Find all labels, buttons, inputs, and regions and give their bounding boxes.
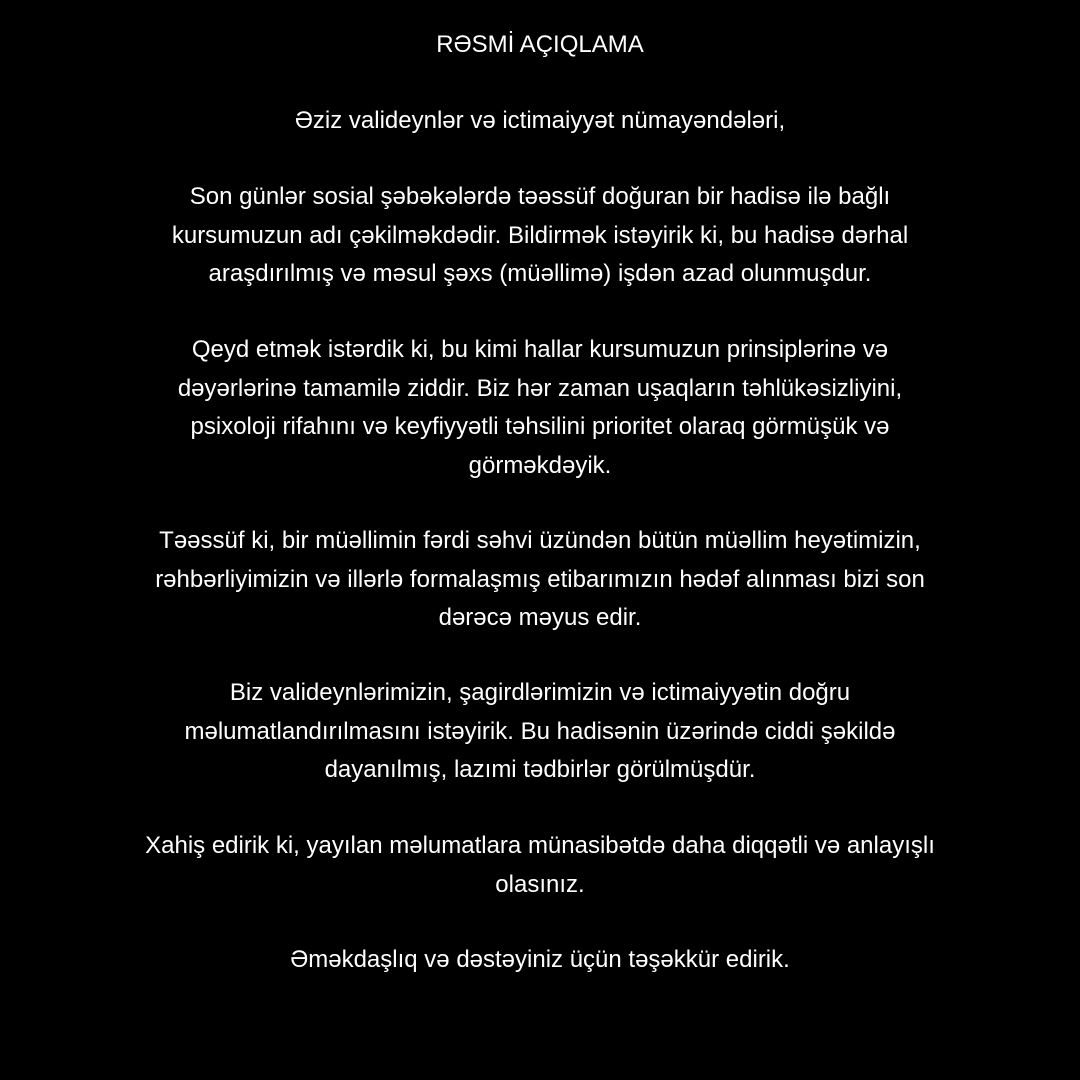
paragraph-line: Son günlər sosial şəbəkələrdə təəssüf doğuran bir hadisə ilə bağlı: [189, 183, 891, 210]
closing-line: [0, 941, 1080, 980]
paragraph-line: olasınız.: [495, 870, 585, 898]
paragraph-line: rəhbərliyimizin və illərlə formalaşmış etibarımızın hədəf alınması bizi son: [155, 565, 925, 593]
paragraph-line: görməkdəyik.: [468, 451, 612, 479]
paragraph-line: Biz valideynlərimizin, şagirdlərimizin və ictimaiyyətin doğru: [229, 679, 851, 706]
paragraph-line: dəyərlərinə tamamilə ziddir. Biz hər zaman uşaqların təhlükəsizliyini,: [177, 374, 903, 402]
statement-title: RƏSMİ AÇIQLAMA: [436, 31, 644, 58]
paragraph-line: dərəcə məyus edir.: [438, 604, 642, 631]
paragraph-line: Qeyd etmək istərdik ki, bu kimi hallar kursumuzun prinsiplərinə və: [191, 336, 889, 363]
paragraph-3: [0, 522, 1080, 638]
paragraph-line: Əməkdaşlıq və dəstəyiniz üçün təşəkkür edirik.: [290, 946, 790, 973]
paragraph-line: Təəssüf ki, bir müəllimin fərdi səhvi üzündən bütün müəllim heyətimizin,: [159, 527, 921, 554]
paragraph-line: dayanılmış, lazımi tədbirlər görülmüşdür.: [324, 756, 756, 783]
paragraph-line: araşdırılmış və məsul şəxs (müəllimə) işdən azad olunmuşdur.: [208, 260, 872, 287]
paragraph-line: Xahiş edirik ki, yayılan məlumatlara münasibətdə daha diqqətli və anlayışlı: [145, 832, 935, 859]
paragraph-line: kursumuzun adı çəkilməkdədir. Bildirmək istəyirik ki, bu hadisə dərhal: [171, 221, 909, 249]
paragraph-4: [0, 674, 1080, 790]
paragraph-1: [0, 178, 1080, 294]
statement-greeting: Əziz valideynlər və ictimaiyyət nümayəndələri,: [294, 107, 786, 134]
paragraph-line: psixoloji rifahını və keyfiyyətli təhsilini prioritet olaraq görmüşük və: [190, 413, 890, 440]
paragraph-line: məlumatlandırılmasını istəyirik. Bu hadisənin üzərində ciddi şəkildə: [184, 717, 896, 745]
paragraph-5: [0, 827, 1080, 904]
paragraph-2: [0, 331, 1080, 485]
